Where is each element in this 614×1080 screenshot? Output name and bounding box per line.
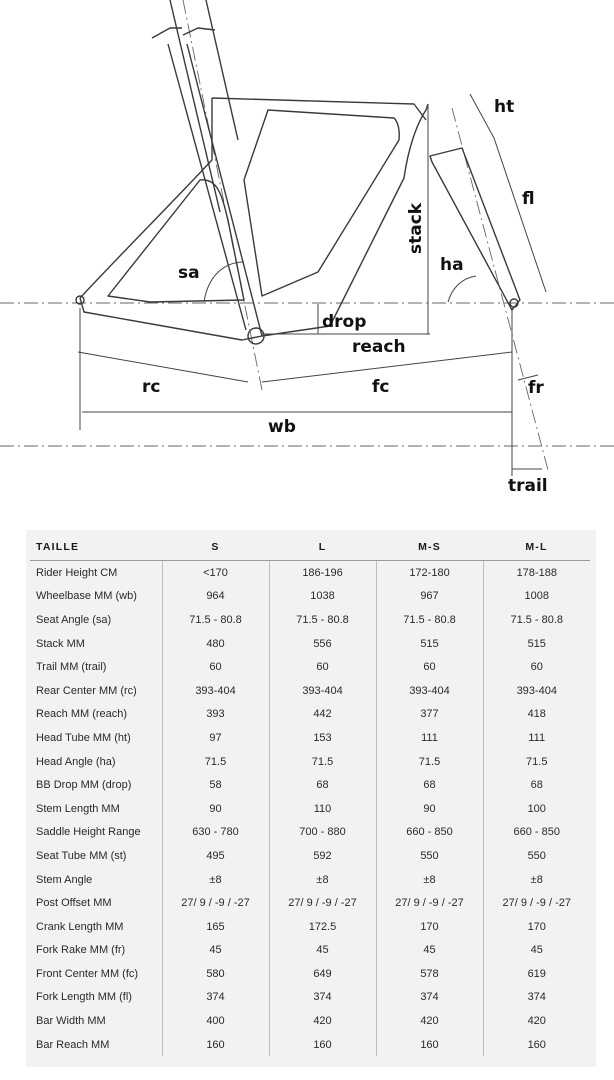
row-value: 165 xyxy=(162,915,269,939)
row-value: 515 xyxy=(376,632,483,656)
label-sa: sa xyxy=(178,263,200,283)
ha-arc xyxy=(448,276,476,302)
header-m-l: M-L xyxy=(483,534,590,561)
table-row xyxy=(30,561,590,585)
table-row xyxy=(30,797,590,821)
label-trail: trail xyxy=(508,476,548,496)
row-value: 160 xyxy=(162,1033,269,1057)
row-value: <170 xyxy=(162,561,269,585)
row-label: Fork Rake MM (fr) xyxy=(36,944,126,957)
frame-geometry-diagram xyxy=(0,0,614,500)
row-value: 550 xyxy=(376,844,483,868)
row-value: 27/ 9 / -9 / -27 xyxy=(269,891,376,915)
row-label: Wheelbase MM (wb) xyxy=(36,590,137,603)
row-label: Reach MM (reach) xyxy=(36,708,128,721)
label-reach: reach xyxy=(352,337,406,357)
row-value: 619 xyxy=(483,962,590,986)
row-value: 60 xyxy=(483,655,590,679)
row-value: 649 xyxy=(269,962,376,986)
row-value: 515 xyxy=(483,632,590,656)
row-value: 967 xyxy=(376,585,483,609)
row-value: 71.5 xyxy=(269,750,376,774)
table-row xyxy=(30,679,590,703)
row-value: 170 xyxy=(483,915,590,939)
table-row xyxy=(30,915,590,939)
row-value: 630 - 780 xyxy=(162,821,269,845)
table-row xyxy=(30,608,590,632)
rc-dim xyxy=(78,352,248,382)
row-value: 45 xyxy=(376,939,483,963)
row-label: Head Tube MM (ht) xyxy=(36,731,131,744)
label-rc: rc xyxy=(142,377,161,397)
row-label: Head Angle (ha) xyxy=(36,755,116,768)
row-value: 110 xyxy=(269,797,376,821)
table-row xyxy=(30,750,590,774)
row-value: 68 xyxy=(483,773,590,797)
row-value: 400 xyxy=(162,1009,269,1033)
row-value: 58 xyxy=(162,773,269,797)
table-row xyxy=(30,726,590,750)
ht-dim xyxy=(470,94,494,138)
row-value: 111 xyxy=(376,726,483,750)
row-value: 377 xyxy=(376,703,483,727)
row-label: Stem Angle xyxy=(36,873,93,886)
row-value: 964 xyxy=(162,585,269,609)
row-label: Rear Center MM (rc) xyxy=(36,684,137,697)
header-l: L xyxy=(269,534,376,561)
row-value: 27/ 9 / -9 / -27 xyxy=(162,891,269,915)
row-value: 442 xyxy=(269,703,376,727)
row-value: 660 - 850 xyxy=(376,821,483,845)
row-value: 71.5 - 80.8 xyxy=(269,608,376,632)
row-label: Seat Angle (sa) xyxy=(36,613,112,626)
row-value: 186-196 xyxy=(269,561,376,585)
row-value: 393-404 xyxy=(162,679,269,703)
table-row xyxy=(30,703,590,727)
row-value: 480 xyxy=(162,632,269,656)
row-value: ±8 xyxy=(376,868,483,892)
row-value: 60 xyxy=(376,655,483,679)
row-value: 45 xyxy=(162,939,269,963)
row-value: 111 xyxy=(483,726,590,750)
row-value: 578 xyxy=(376,962,483,986)
row-value: 172.5 xyxy=(269,915,376,939)
table-row xyxy=(30,868,590,892)
row-value: 71.5 xyxy=(483,750,590,774)
row-label: Seat Tube MM (st) xyxy=(36,849,127,862)
row-value: 393-404 xyxy=(483,679,590,703)
row-value: 393-404 xyxy=(269,679,376,703)
row-value: ±8 xyxy=(269,868,376,892)
row-value: 90 xyxy=(376,797,483,821)
table-row xyxy=(30,585,590,609)
row-value: 420 xyxy=(483,1009,590,1033)
row-value: 550 xyxy=(483,844,590,868)
label-fr: fr xyxy=(528,378,544,398)
row-value: 1008 xyxy=(483,585,590,609)
row-value: 418 xyxy=(483,703,590,727)
row-value: 374 xyxy=(162,986,269,1010)
label-fl: fl xyxy=(522,189,535,209)
row-value: 71.5 - 80.8 xyxy=(483,608,590,632)
row-value: 71.5 - 80.8 xyxy=(162,608,269,632)
row-value: 160 xyxy=(269,1033,376,1057)
row-value: 393 xyxy=(162,703,269,727)
row-value: 60 xyxy=(269,655,376,679)
row-value: 45 xyxy=(483,939,590,963)
table-row xyxy=(30,821,590,845)
row-value: 68 xyxy=(269,773,376,797)
table-row xyxy=(30,773,590,797)
fl-dim xyxy=(494,138,546,292)
row-label: Crank Length MM xyxy=(36,920,124,933)
header-s: S xyxy=(162,534,269,561)
row-value: 374 xyxy=(376,986,483,1010)
label-fc: fc xyxy=(372,377,390,397)
table-row xyxy=(30,1033,590,1057)
row-value: 71.5 xyxy=(162,750,269,774)
frame-cutout-front xyxy=(244,110,399,296)
row-value: 556 xyxy=(269,632,376,656)
row-value: 160 xyxy=(483,1033,590,1057)
row-value: 71.5 xyxy=(376,750,483,774)
row-value: 71.5 - 80.8 xyxy=(376,608,483,632)
table-row xyxy=(30,986,590,1010)
row-value: 27/ 9 / -9 / -27 xyxy=(483,891,590,915)
row-value: 660 - 850 xyxy=(483,821,590,845)
row-value: 172-180 xyxy=(376,561,483,585)
table-header-row xyxy=(30,534,590,561)
row-value: 420 xyxy=(269,1009,376,1033)
label-drop: drop xyxy=(322,312,367,332)
row-value: 160 xyxy=(376,1033,483,1057)
row-value: 393-404 xyxy=(376,679,483,703)
row-value: ±8 xyxy=(483,868,590,892)
row-label: Saddle Height Range xyxy=(36,826,141,839)
label-ht: ht xyxy=(494,97,515,117)
row-value: 97 xyxy=(162,726,269,750)
table-row xyxy=(30,632,590,656)
table-row xyxy=(30,939,590,963)
table-row xyxy=(30,962,590,986)
row-value: 700 - 880 xyxy=(269,821,376,845)
label-wb: wb xyxy=(268,417,296,437)
row-value: 374 xyxy=(483,986,590,1010)
table-row xyxy=(30,891,590,915)
row-value: 1038 xyxy=(269,585,376,609)
label-ha: ha xyxy=(440,255,464,275)
row-label: BB Drop MM (drop) xyxy=(36,779,132,792)
row-value: 420 xyxy=(376,1009,483,1033)
row-value: 100 xyxy=(483,797,590,821)
row-value: 374 xyxy=(269,986,376,1010)
row-value: ±8 xyxy=(162,868,269,892)
header-size: TAILLE xyxy=(30,534,162,561)
row-value: 170 xyxy=(376,915,483,939)
header-m-s: M-S xyxy=(376,534,483,561)
row-value: 60 xyxy=(162,655,269,679)
row-label: Front Center MM (fc) xyxy=(36,967,139,980)
row-label: Stack MM xyxy=(36,637,85,650)
row-label: Post Offset MM xyxy=(36,897,112,910)
row-value: 178-188 xyxy=(483,561,590,585)
row-label: Rider Height CM xyxy=(36,566,118,579)
row-value: 153 xyxy=(269,726,376,750)
row-label: Fork Length MM (fl) xyxy=(36,991,132,1004)
row-value: 90 xyxy=(162,797,269,821)
table-row xyxy=(30,655,590,679)
row-value: 68 xyxy=(376,773,483,797)
row-label: Stem Length MM xyxy=(36,802,120,815)
seatpost xyxy=(152,0,238,212)
row-label: Trail MM (trail) xyxy=(36,661,107,674)
geometry-table xyxy=(30,534,590,1056)
row-label: Bar Reach MM xyxy=(36,1038,110,1051)
fork xyxy=(430,148,520,310)
row-value: 495 xyxy=(162,844,269,868)
row-value: 592 xyxy=(269,844,376,868)
row-value: 45 xyxy=(269,939,376,963)
table-row xyxy=(30,1009,590,1033)
label-stack: stack xyxy=(406,202,426,254)
row-label: Bar Width MM xyxy=(36,1015,106,1028)
top-tube xyxy=(212,98,426,120)
row-value: 580 xyxy=(162,962,269,986)
table-row xyxy=(30,844,590,868)
row-value: 27/ 9 / -9 / -27 xyxy=(376,891,483,915)
